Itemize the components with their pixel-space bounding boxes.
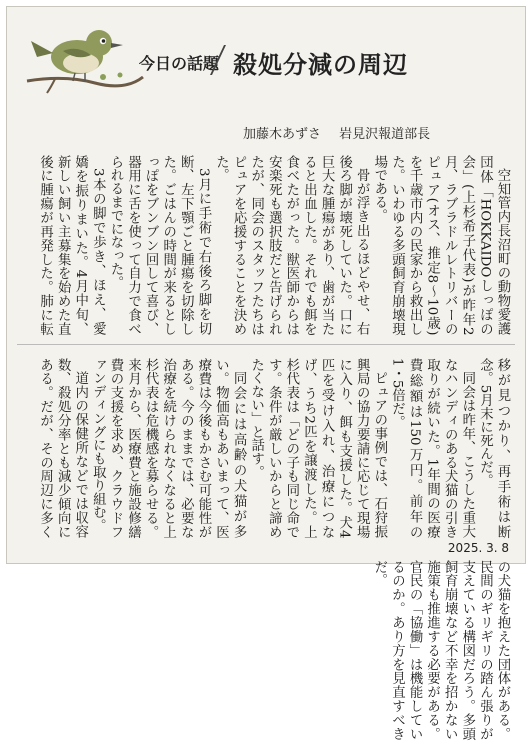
paragraph: 同会は昨年、こうした重大なハンディのある犬猫の引き取りが続いた。1年間の医療費総額は150万円。前年の1・5倍だ。 xyxy=(389,357,475,538)
paragraph: 空知管内長沼町の動物愛護団体「HOKKAIDOしっぽの会」(上杉希子代表)が昨年2月、ラブラドルレトリバーのピュア(オス、推定8～10歳)を千歳市内の民家から救出した。いわゆる多頭飼育崩壊現場である。 xyxy=(371,155,510,336)
paragraph: 骨が浮き出るほどやせ、右後ろ脚が壊死していた。口に巨大な腫瘍があり、歯が当たると出血した。それでも餌を食べたがった。獣医師からは安楽死も選択肢だと告げられたが、同会のスタッフたちはピュアを応援することを決めた。 xyxy=(213,155,370,336)
paragraph: ピュアの事例では、石狩振興局の協力要請に応じて現場に入り、餌も支援した。犬4匹を受け入れ、治療につなげ、うち2匹を譲渡した。上杉代表は「どの子も同じ命です。条件が厳しいからと諦めたくない」と話す。 xyxy=(248,357,387,538)
paragraph: 3本の脚で歩き、ほえ、愛嬌を振りまいた。4月中旬、新しい飼い主募集を始めた直後に腫瘍が再発した。肺に転移が見つかり、再手術は断念。5月末に死んだ。 xyxy=(37,155,510,538)
headline: 殺処分減の周辺 xyxy=(233,50,408,79)
paragraph: 3月に手術で右後ろ脚を切断、左下顎ごと腫瘍を切除した。ごはんの時間が来るとしっぽをブンブン回して喜び、器用に舌を使って自力で食べられるまでになった。 xyxy=(107,155,211,336)
author-name: 加藤木あずさ xyxy=(243,127,322,142)
publication-date: 2025. 3. 8 xyxy=(447,541,509,555)
bird-icon xyxy=(25,17,145,95)
column-name: 今日の話題 xyxy=(139,54,220,73)
paragraph: 道内の保健所などでは収容数、殺処分率とも減少傾向にある。だが、その周辺に多くの犬猫を抱えた団体がある。民間のギリギリの踏ん張りが支えている構図だろう。多頭飼育崩壊など不幸を招かない施策も推進する必要がある。官民の「協働」は機能しているのか。あり方を見直すべきだ。 xyxy=(37,357,510,741)
author-department: 岩見沢報道部長 xyxy=(339,127,431,142)
column-header xyxy=(7,7,525,111)
paragraph: 同会には高齢の犬猫が多い。物価高もあいまって、医療費は今後もかさむ可能性がある。今のままでは、必要な治療を続けられなくなると上杉代表は危機感を募らせる。来月から、医療費と施設修繕費の支援を求め、クラウドファンディングにも取り組む。 xyxy=(90,357,247,538)
newspaper-clipping xyxy=(6,6,526,741)
byline xyxy=(243,123,444,142)
